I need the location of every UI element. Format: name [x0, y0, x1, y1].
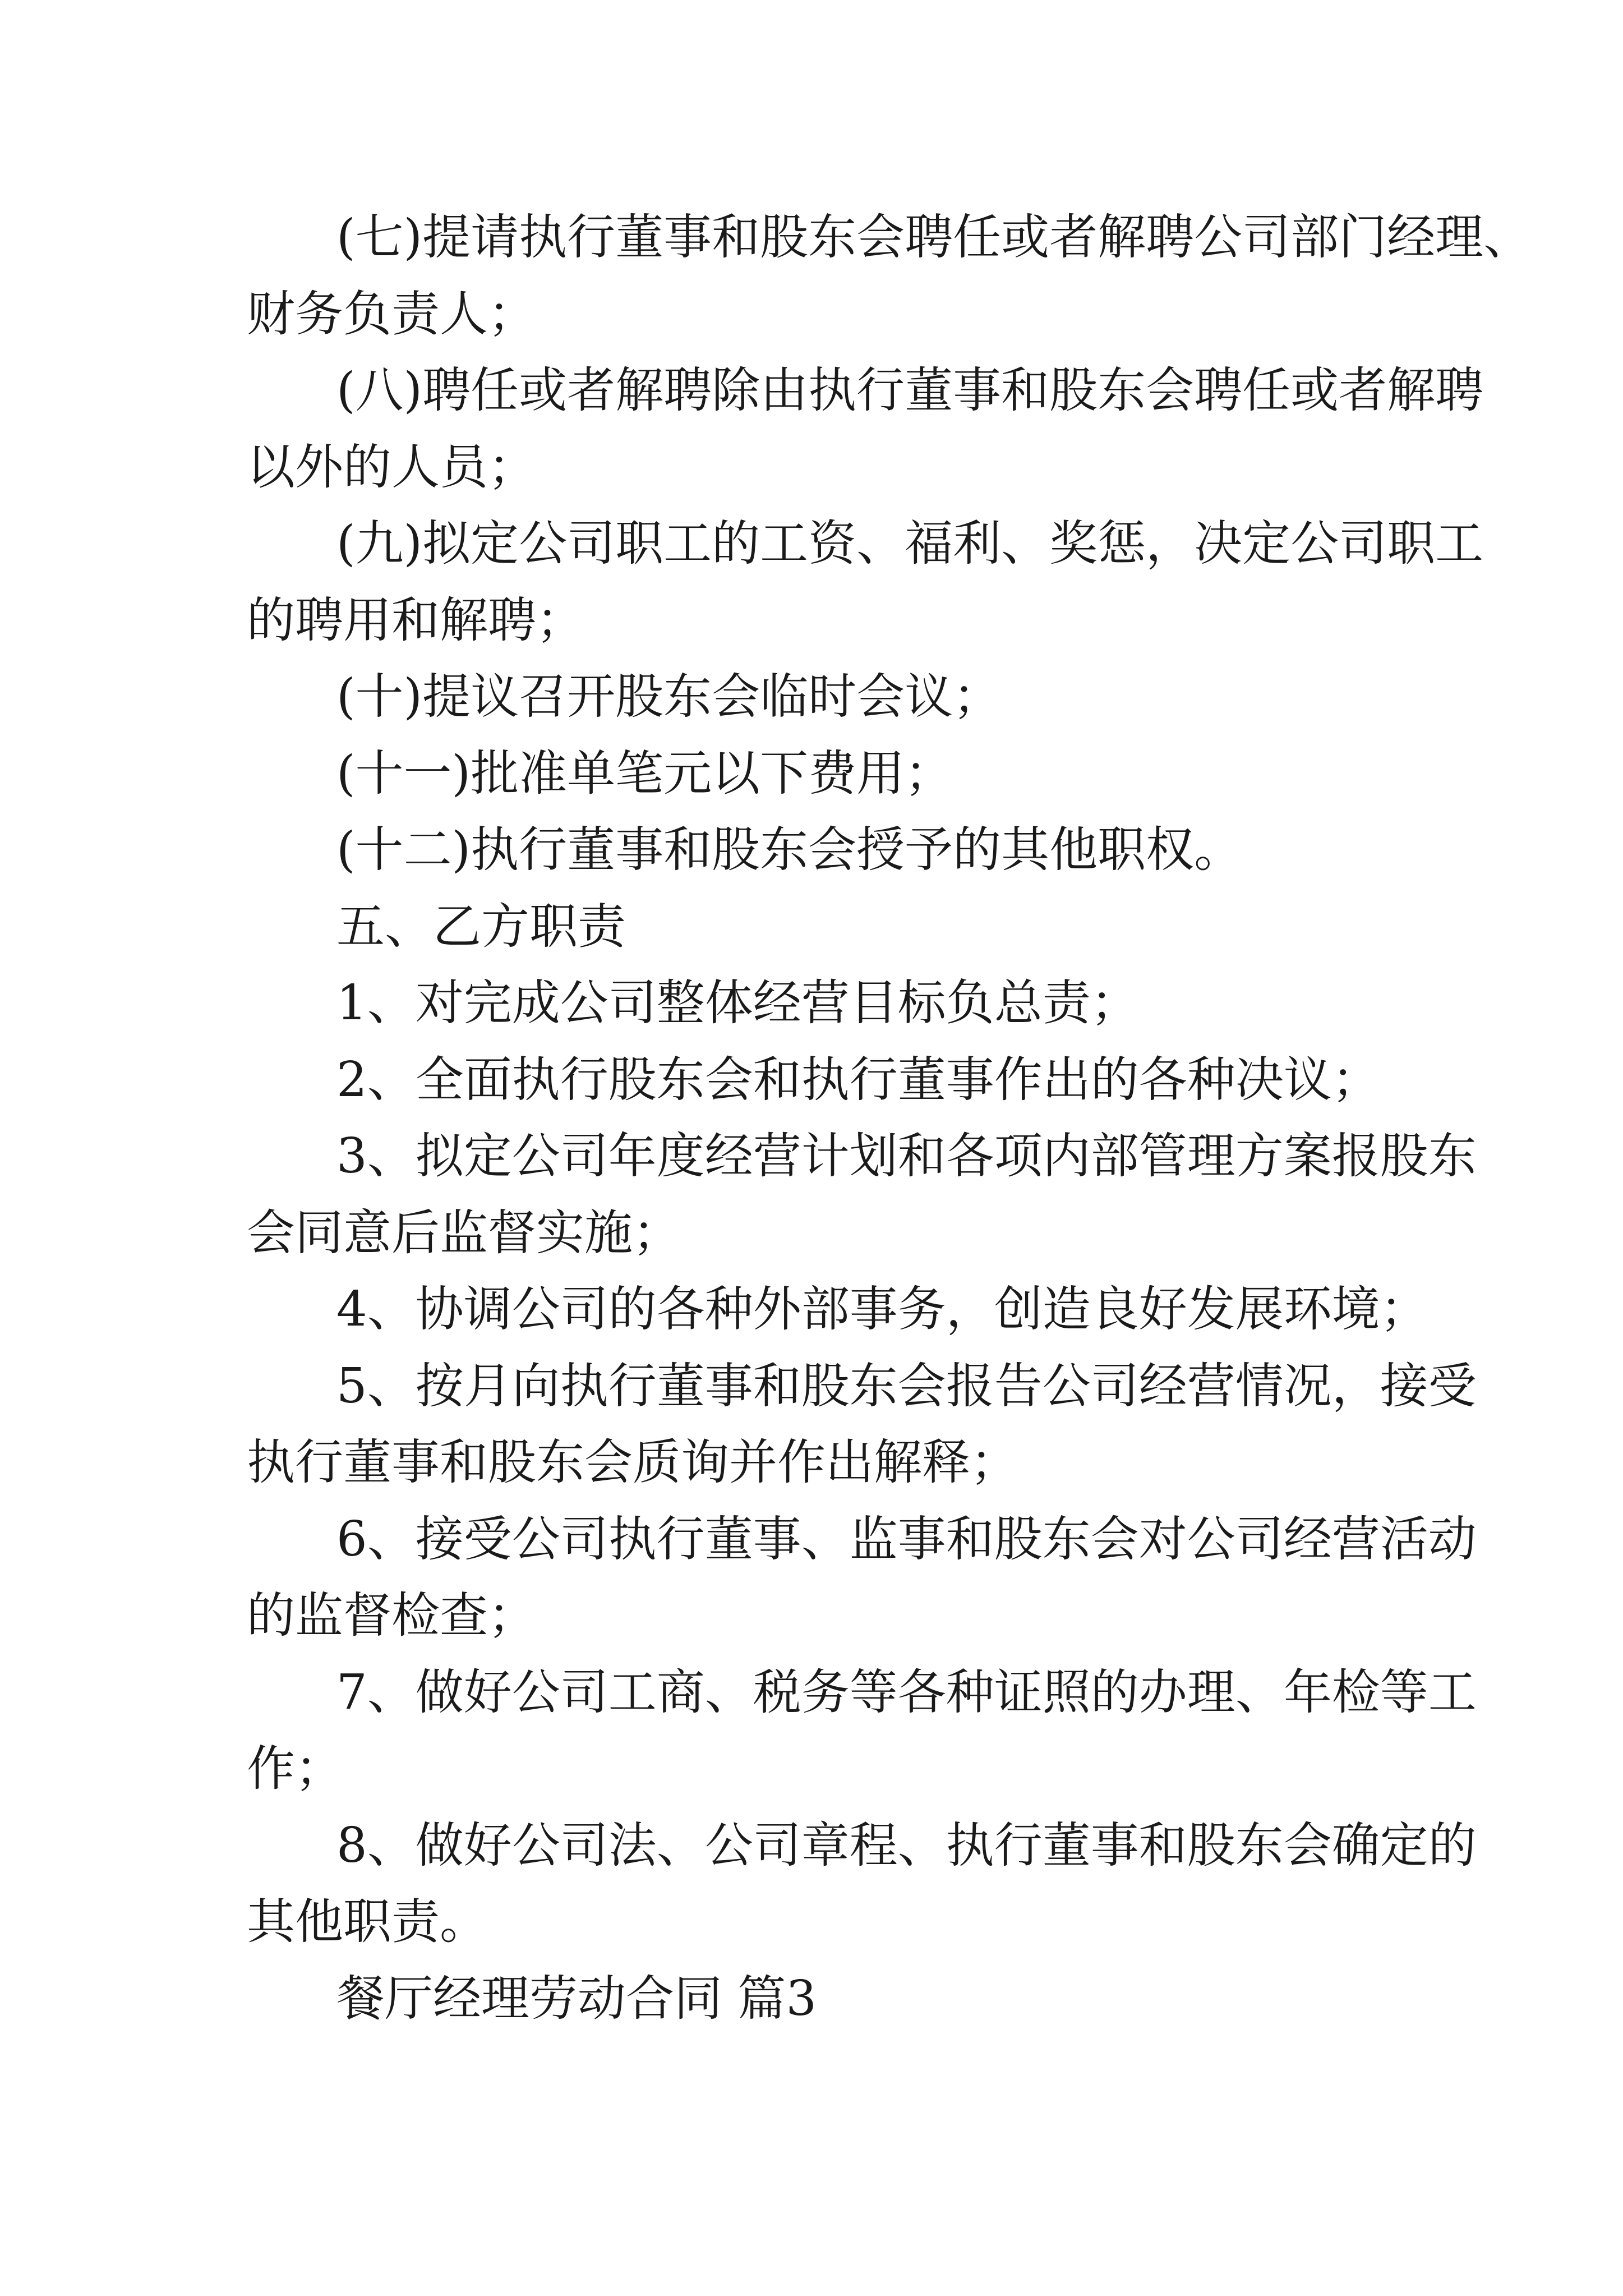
paragraph-line: 3、拟定公司年度经营计划和各项内部管理方案报股东	[336, 1128, 1477, 1184]
section-heading-text: 五、乙方职责	[336, 898, 626, 955]
paragraph-line: 作；	[247, 1741, 343, 1797]
duty-item-6	[247, 1501, 1477, 1654]
paragraph-line: (十)提议召开股东会临时会议；	[336, 669, 1002, 725]
paragraph-line: (七)提请执行董事和股东会聘任或者解聘公司部门经理、	[336, 209, 1532, 265]
section-title-text: 餐厅经理劳动合同 篇3	[336, 1970, 817, 2027]
paragraph-line: (十二)执行董事和股东会授予的其他职权。	[336, 822, 1243, 878]
duty-item-7	[247, 1654, 1477, 1807]
duty-item-3	[247, 1118, 1477, 1271]
duty-item-4	[247, 1271, 1428, 1348]
section-heading	[247, 889, 1391, 965]
paragraph-12	[247, 812, 1391, 889]
duty-item-2	[247, 1042, 1391, 1119]
paragraph-line: 5、按月向执行董事和股东会报告公司经营情况，接受	[336, 1358, 1477, 1414]
duty-item-8	[247, 1807, 1477, 1961]
paragraph-line: 4、协调公司的各种外部事务，创造良好发展环境；	[336, 1281, 1428, 1337]
paragraph-8	[247, 352, 1484, 505]
paragraph-line: 会同意后监督实施；	[247, 1204, 681, 1261]
paragraph-line: (八)聘任或者解聘除由执行董事和股东会聘任或者解聘	[336, 362, 1484, 418]
document-body	[247, 199, 1532, 2037]
paragraph-line: 的聘用和解聘；	[247, 592, 584, 648]
paragraph-line: 6、接受公司执行董事、监事和股东会对公司经营活动	[336, 1511, 1477, 1567]
paragraph-line: 其他职责。	[247, 1894, 488, 1950]
paragraph-10	[247, 659, 1391, 735]
paragraph-line: 8、做好公司法、公司章程、执行董事和股东会确定的	[336, 1817, 1477, 1874]
paragraph-line: 财务负责人；	[247, 286, 536, 342]
paragraph-line: 7、做好公司工商、税务等各种证照的办理、年检等工	[336, 1664, 1477, 1720]
duty-item-5	[247, 1348, 1477, 1501]
paragraph-line: 2、全面执行股东会和执行董事作出的各种决议；	[336, 1051, 1380, 1108]
paragraph-11	[247, 735, 1391, 812]
paragraph-line: 1、对完成公司整体经营目标负总责；	[336, 975, 1139, 1031]
duty-item-1	[247, 965, 1391, 1042]
paragraph-line: (九)拟定公司职工的工资、福利、奖惩，决定公司职工	[336, 516, 1484, 572]
paragraph-9	[247, 505, 1484, 659]
paragraph-line: 以外的人员；	[247, 439, 536, 495]
paragraph-line: 执行董事和股东会质询并作出解释；	[247, 1434, 1018, 1490]
next-section-title	[247, 1961, 1391, 2037]
paragraph-line: 的监督检查；	[247, 1588, 536, 1644]
paragraph-line: (十一)批准单笔元以下费用；	[336, 745, 953, 802]
paragraph-7	[247, 199, 1532, 352]
